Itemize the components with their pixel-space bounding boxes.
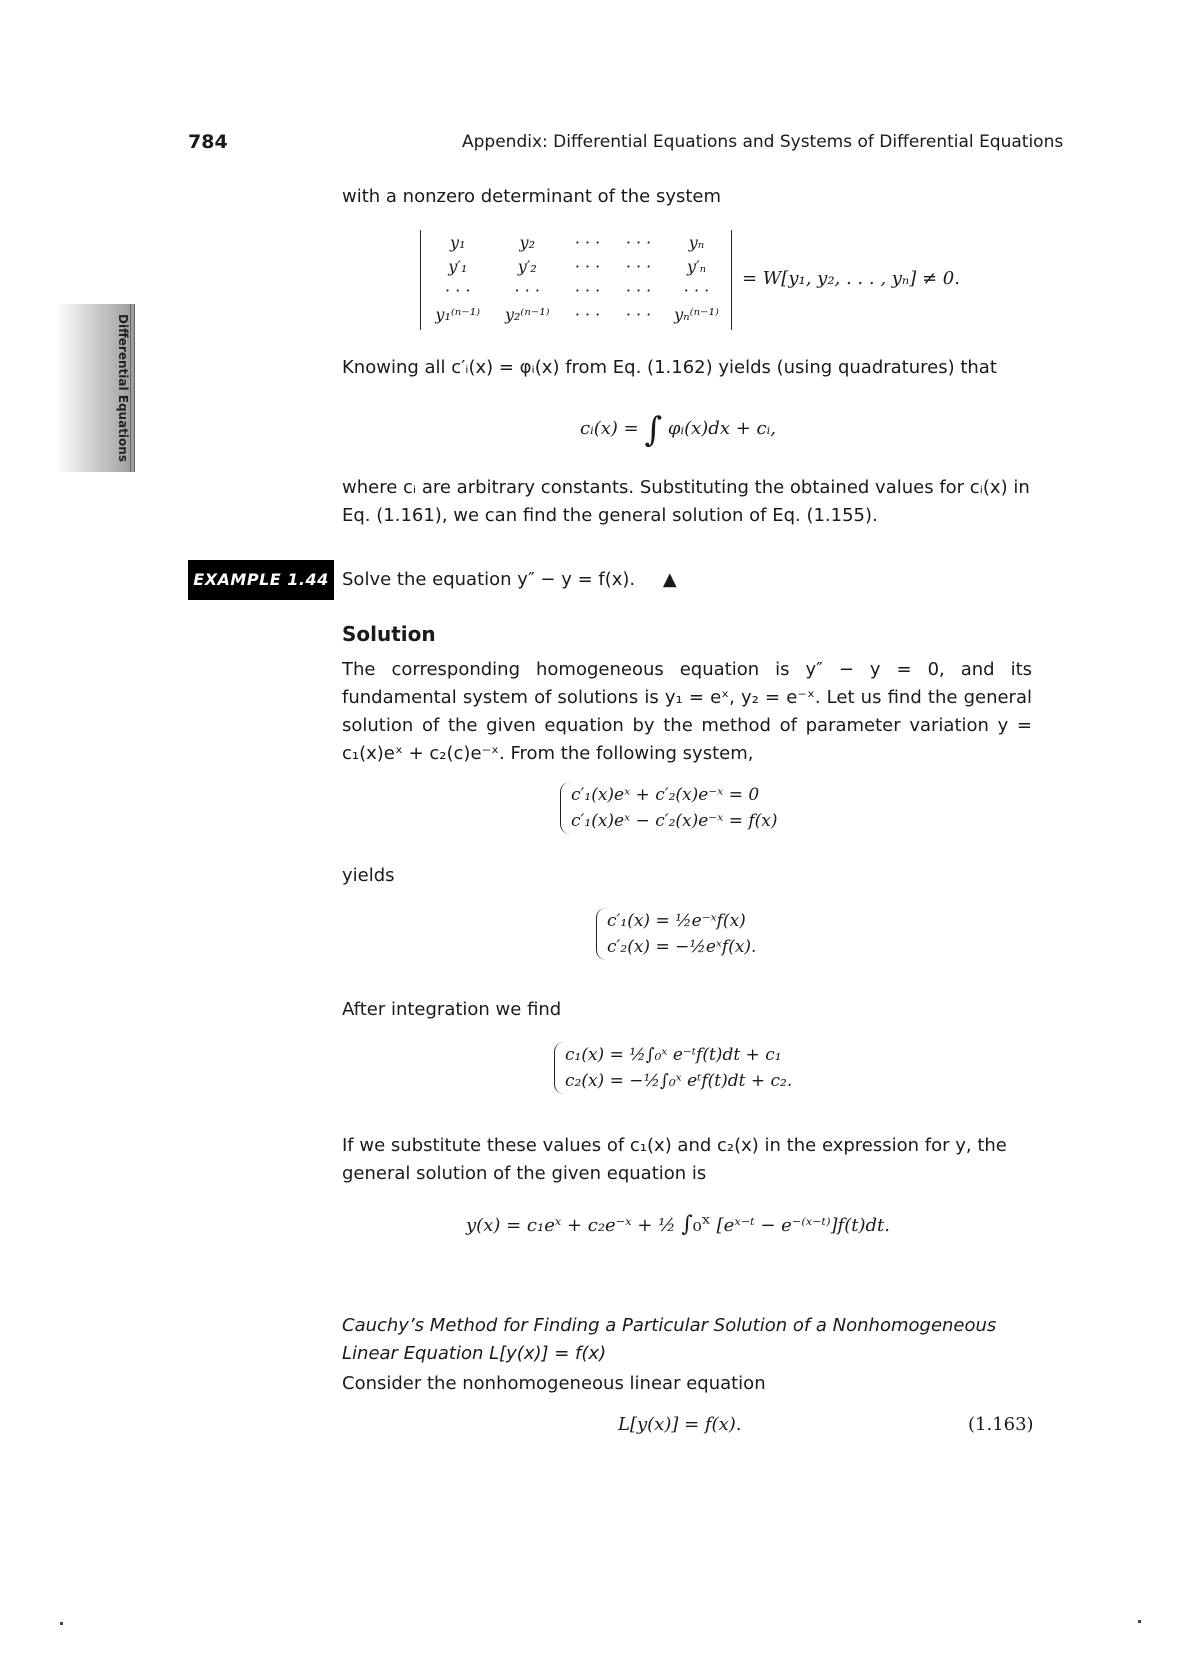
det-cell: y′₁ xyxy=(448,256,468,276)
side-tab-label: Differential Equations xyxy=(116,314,130,462)
det-cell: · · · xyxy=(574,304,601,324)
equation-number: (1.163) xyxy=(968,1414,1034,1435)
paragraph-substitute: If we substitute these values of c₁(x) and c₂(x) in the expression for y, the general solution of the given equation is xyxy=(342,1135,1007,1184)
det-cell: y′₂ xyxy=(517,256,537,276)
equation-ci-lhs: cᵢ(x) = xyxy=(580,418,639,439)
det-cell: yₙ⁽ⁿ⁻¹⁾ xyxy=(674,304,719,324)
det-cell: · · · xyxy=(574,280,601,300)
general-solution-lhs: y(x) = c₁eˣ + c₂e⁻ˣ + ½ xyxy=(466,1215,676,1236)
det-cell: · · · xyxy=(625,280,652,300)
running-title: Appendix: Differential Equations and Systems of Differential Equations xyxy=(462,132,1064,152)
paragraph-knowing: Knowing all c′ᵢ(x) = φᵢ(x) from Eq. (1.162) yields (using quadratures) that xyxy=(342,357,997,378)
system-3 xyxy=(554,1042,792,1094)
system-1-row: c′₁(x)eˣ + c′₂(x)e⁻ˣ = 0 xyxy=(571,785,760,805)
system-2-row: c′₂(x) = −½eˣf(x). xyxy=(607,937,757,957)
corner-mark xyxy=(60,1622,63,1625)
det-cell: y₁⁽ⁿ⁻¹⁾ xyxy=(435,304,481,324)
intro-text: with a nonzero determinant of the system xyxy=(342,186,722,207)
det-cell: · · · xyxy=(574,256,601,276)
paragraph-homogeneous: The corresponding homogeneous equation is y″ − y = 0, and its fundamental system of solutions is y₁ = eˣ, y₂ = e⁻ˣ. Let us find the general solution of the given equation by the method of parameter variation y = c₁(x)eˣ + c₂(c)e⁻ˣ. From the following system, xyxy=(342,659,1032,764)
final-equation: L[y(x)] = f(x). xyxy=(618,1414,742,1435)
general-solution-equation xyxy=(466,1212,890,1237)
cauchy-heading xyxy=(342,1312,1032,1368)
example-statement-text: Solve the equation y″ − y = f(x). xyxy=(342,569,636,590)
system-2-row: c′₁(x) = ½e⁻ˣf(x) xyxy=(607,911,746,931)
det-cell: · · · xyxy=(514,280,540,300)
after-integration-text: After integration we find xyxy=(342,999,562,1020)
end-of-example-icon: ▲ xyxy=(662,569,677,590)
cauchy-heading-line: Linear Equation L[y(x)] = f(x) xyxy=(342,1343,607,1364)
example-label: EXAMPLE 1.44 xyxy=(188,560,334,600)
cauchy-heading-line: Cauchy’s Method for Finding a Particular Solution of a Nonhomogeneous xyxy=(342,1315,997,1336)
consider-text: Consider the nonhomogeneous linear equation xyxy=(342,1373,766,1394)
system-3-row: c₁(x) = ½∫₀ˣ e⁻ᵗf(t)dt + c₁ xyxy=(565,1045,782,1065)
det-cell: y₂⁽ⁿ⁻¹⁾ xyxy=(504,304,550,324)
det-row xyxy=(425,302,731,326)
example-statement xyxy=(342,566,1032,594)
system-2 xyxy=(596,908,756,960)
system-1-row: c′₁(x)eˣ − c′₂(x)e⁻ˣ = f(x) xyxy=(571,811,778,831)
det-cell: y₂ xyxy=(519,232,535,252)
paragraph-where: where cᵢ are arbitrary constants. Substituting the obtained values for cᵢ(x) in Eq. (1.161), we can find the general solution of Eq. (1.155). xyxy=(342,477,1030,526)
det-cell: · · · xyxy=(625,304,652,324)
det-cell: y′ₙ xyxy=(686,256,707,276)
system-3-row: c₂(x) = −½∫₀ˣ eᵗf(t)dt + c₂. xyxy=(565,1071,793,1091)
general-solution-integral: ∫₀ˣ xyxy=(681,1212,711,1237)
det-row xyxy=(425,254,731,278)
det-row xyxy=(425,230,731,254)
yields-text: yields xyxy=(342,865,395,886)
solution-heading: Solution xyxy=(342,622,436,646)
integral-icon: ∫ xyxy=(644,410,663,450)
det-cell: · · · xyxy=(625,256,652,276)
det-cell: · · · xyxy=(445,280,471,300)
wronskian-determinant xyxy=(420,230,732,330)
general-solution-rhs: [eˣ⁻ᵗ − e⁻⁽ˣ⁻ᵗ⁾]f(t)dt. xyxy=(716,1215,890,1236)
det-cell: · · · xyxy=(625,232,652,252)
det-cell: yₙ xyxy=(688,232,705,252)
det-cell: · · · xyxy=(574,232,601,252)
corner-mark xyxy=(1138,1620,1141,1623)
det-row xyxy=(425,278,731,302)
det-cell: · · · xyxy=(683,280,710,300)
equation-ci-rhs: φᵢ(x)dx + cᵢ, xyxy=(667,418,776,439)
page-number: 784 xyxy=(188,131,228,153)
determinant-rhs: = W[y₁, y₂, . . . , yₙ] ≠ 0. xyxy=(742,268,960,289)
system-1 xyxy=(560,782,778,834)
equation-ci xyxy=(580,410,776,450)
det-cell: y₁ xyxy=(450,232,466,252)
